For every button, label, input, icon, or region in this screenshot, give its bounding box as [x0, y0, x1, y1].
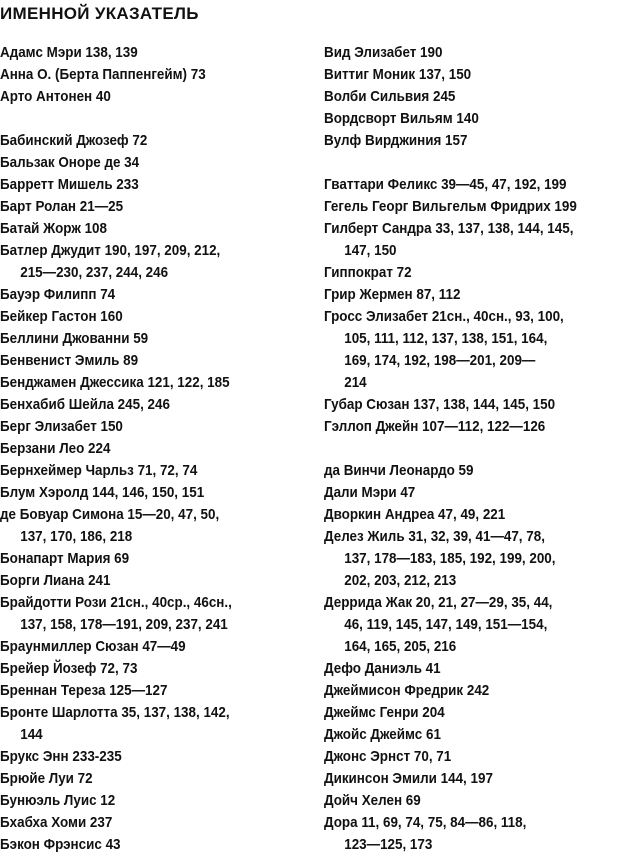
entry-line: Адамс Мэри 138, 139 [0, 45, 138, 61]
entry-line: Джойс Джеймс 61 [324, 727, 441, 743]
entry-line: Грир Жермен 87, 112 [324, 287, 461, 303]
entry-continuation: 214 [344, 375, 367, 391]
entry-line: Гваттари Феликс 39—45, 47, 192, 199 [324, 177, 567, 193]
entry-line: Джонс Эрнст 70, 71 [324, 749, 452, 765]
index-entry [324, 416, 596, 438]
entry-continuation: 144 [20, 727, 43, 743]
entry-line: Берзани Лео 224 [0, 441, 111, 457]
index-entry [324, 680, 596, 702]
entry-line: Анна О. (Берта Паппенгейм) 73 [0, 67, 206, 83]
index-entry [324, 86, 596, 108]
index-entry [324, 394, 596, 416]
index-entry [324, 658, 596, 680]
index-entry [0, 284, 287, 306]
index-entry [0, 152, 287, 174]
index-entry [0, 746, 287, 768]
index-entry [324, 174, 596, 196]
index-entry [0, 834, 287, 856]
index-entry [0, 328, 287, 350]
entry-line: Губар Сюзан 137, 138, 144, 145, 150 [324, 397, 556, 413]
entry-continuation: 123—125, 173 [344, 837, 433, 853]
entry-line: Бенджамен Джессика 121, 122, 185 [0, 375, 230, 391]
entry-continuation: 215—230, 237, 244, 246 [20, 265, 169, 281]
index-entry [0, 790, 287, 812]
index-entry [324, 724, 596, 746]
entry-line: Джеймисон Фредрик 242 [324, 683, 490, 699]
entry-line: Дефо Даниэль 41 [324, 661, 441, 677]
index-entry [0, 460, 287, 482]
entry-line: Вордсворт Вильям 140 [324, 111, 479, 127]
entry-line: Брукс Энн 233-235 [0, 749, 122, 765]
entry-line: Джеймс Генри 204 [324, 705, 445, 721]
entry-line: Арто Антонен 40 [0, 89, 111, 105]
entry-line: Борги Лиана 241 [0, 573, 111, 589]
index-entry [0, 416, 287, 438]
index-column-left [0, 42, 312, 856]
entry-line: Бреннан Тереза 125—127 [0, 683, 168, 699]
index-entry [0, 394, 287, 416]
entry-continuation: 147, 150 [344, 243, 397, 259]
index-entry [324, 196, 596, 218]
index-entry [0, 570, 287, 592]
index-entry [0, 130, 287, 152]
entry-line: Бейкер Гастон 160 [0, 309, 123, 325]
index-entry [0, 592, 287, 636]
index-entry [324, 262, 596, 284]
index-entry [0, 86, 287, 108]
entry-continuation: 46, 119, 145, 147, 149, 151—154, [344, 617, 548, 633]
entry-line: Брейер Йозеф 72, 73 [0, 661, 138, 677]
entry-line: Блум Хэролд 144, 146, 150, 151 [0, 485, 205, 501]
entry-line: Барретт Мишель 233 [0, 177, 139, 193]
index-entry [324, 108, 596, 130]
entry-line: Браунмиллер Сюзан 47—49 [0, 639, 186, 655]
index-entry [324, 42, 596, 64]
page-title: ИМЕННОЙ УКАЗАТЕЛЬ [0, 4, 199, 23]
entry-line: Бальзак Оноре де 34 [0, 155, 140, 171]
index-entry [0, 680, 287, 702]
index-entry [324, 130, 596, 152]
entry-line: Беллини Джованни 59 [0, 331, 149, 347]
entry-line: Вулф Вирджиния 157 [324, 133, 468, 149]
entry-continuation: 169, 174, 192, 198—201, 209— [344, 353, 536, 369]
index-entry [0, 218, 287, 240]
index-entry [0, 350, 287, 372]
index-entry [0, 174, 287, 196]
index-entry [324, 790, 596, 812]
index-entry [0, 548, 287, 570]
index-entry [324, 746, 596, 768]
entry-line: Бернхеймер Чарльз 71, 72, 74 [0, 463, 198, 479]
entry-line: Дикинсон Эмили 144, 197 [324, 771, 493, 787]
index-entry [324, 504, 596, 526]
letter-gap [324, 152, 620, 174]
entry-continuation: 137, 158, 178—191, 209, 237, 241 [20, 617, 228, 633]
entry-continuation: 202, 203, 212, 213 [344, 573, 457, 589]
entry-line: Бенвенист Эмиль 89 [0, 353, 139, 369]
entry-line: Дора 11, 69, 74, 75, 84—86, 118, [324, 815, 527, 831]
entry-line: Батлер Джудит 190, 197, 209, 212, [0, 243, 221, 259]
entry-line: Делез Жиль 31, 32, 39, 41—47, 78, [324, 529, 545, 545]
entry-line: Бхабха Хоми 237 [0, 815, 113, 831]
index-entry [0, 636, 287, 658]
index-entry [0, 768, 287, 790]
index-entry [0, 196, 287, 218]
entry-line: Бенхабиб Шейла 245, 246 [0, 397, 170, 413]
entry-line: Бауэр Филипп 74 [0, 287, 116, 303]
index-entry [324, 768, 596, 790]
index-entry [324, 218, 596, 262]
index-entry [0, 64, 287, 86]
entry-line: Батай Жорж 108 [0, 221, 107, 237]
entry-line: Дали Мэри 47 [324, 485, 416, 501]
entry-line: Волби Сильвия 245 [324, 89, 456, 105]
entry-line: Берг Элизабет 150 [0, 419, 123, 435]
entry-line: Бунюэль Луис 12 [0, 793, 116, 809]
index-entry [0, 372, 287, 394]
index-entry [0, 306, 287, 328]
entry-line: Барт Ролан 21—25 [0, 199, 124, 215]
entry-line: Бэкон Фрэнсис 43 [0, 837, 121, 853]
index-column-right [324, 42, 620, 856]
letter-gap [0, 108, 312, 130]
entry-line: Деррида Жак 20, 21, 27—29, 35, 44, [324, 595, 553, 611]
index-entry [324, 306, 596, 394]
entry-line: Гегель Георг Вильгельм Фридрих 199 [324, 199, 577, 215]
index-entry [0, 482, 287, 504]
index-entry [324, 702, 596, 724]
entry-line: Брайдотти Рози 21сн., 40ср., 46сн., [0, 595, 232, 611]
entry-line: Дойч Хелен 69 [324, 793, 421, 809]
entry-line: Бабинский Джозеф 72 [0, 133, 148, 149]
entry-line: Вид Элизабет 190 [324, 45, 443, 61]
entry-line: Гилберт Сандра 33, 137, 138, 144, 145, [324, 221, 574, 237]
index-entry [324, 812, 596, 856]
index-entry [324, 64, 596, 86]
index-entry [0, 812, 287, 834]
index-entry [324, 460, 596, 482]
index-entry [324, 284, 596, 306]
entry-line: Бронте Шарлотта 35, 137, 138, 142, [0, 705, 230, 721]
index-entry [324, 526, 596, 592]
index-entry [0, 702, 287, 746]
entry-line: Виттиг Моник 137, 150 [324, 67, 472, 83]
entry-line: Брюйе Луи 72 [0, 771, 93, 787]
entry-line: Гэллоп Джейн 107—112, 122—126 [324, 419, 546, 435]
index-entry [0, 504, 287, 548]
index-entry [0, 658, 287, 680]
entry-continuation: 164, 165, 205, 216 [344, 639, 457, 655]
index-entry [324, 482, 596, 504]
index-entry [0, 438, 287, 460]
entry-line: да Винчи Леонардо 59 [324, 463, 474, 479]
entry-continuation: 137, 178—183, 185, 192, 199, 200, [344, 551, 556, 567]
entry-line: Гиппократ 72 [324, 265, 412, 281]
index-entry [0, 240, 287, 284]
entry-continuation: 137, 170, 186, 218 [20, 529, 133, 545]
letter-gap [324, 438, 620, 460]
index-entry [324, 592, 596, 658]
entry-continuation: 105, 111, 112, 137, 138, 151, 164, [344, 331, 548, 347]
entry-line: Бонапарт Мария 69 [0, 551, 130, 567]
entry-line: де Бовуар Симона 15—20, 47, 50, [0, 507, 220, 523]
index-entry [0, 42, 287, 64]
entry-line: Дворкин Андреа 47, 49, 221 [324, 507, 506, 523]
entry-line: Гросс Элизабет 21сн., 40сн., 93, 100, [324, 309, 564, 325]
